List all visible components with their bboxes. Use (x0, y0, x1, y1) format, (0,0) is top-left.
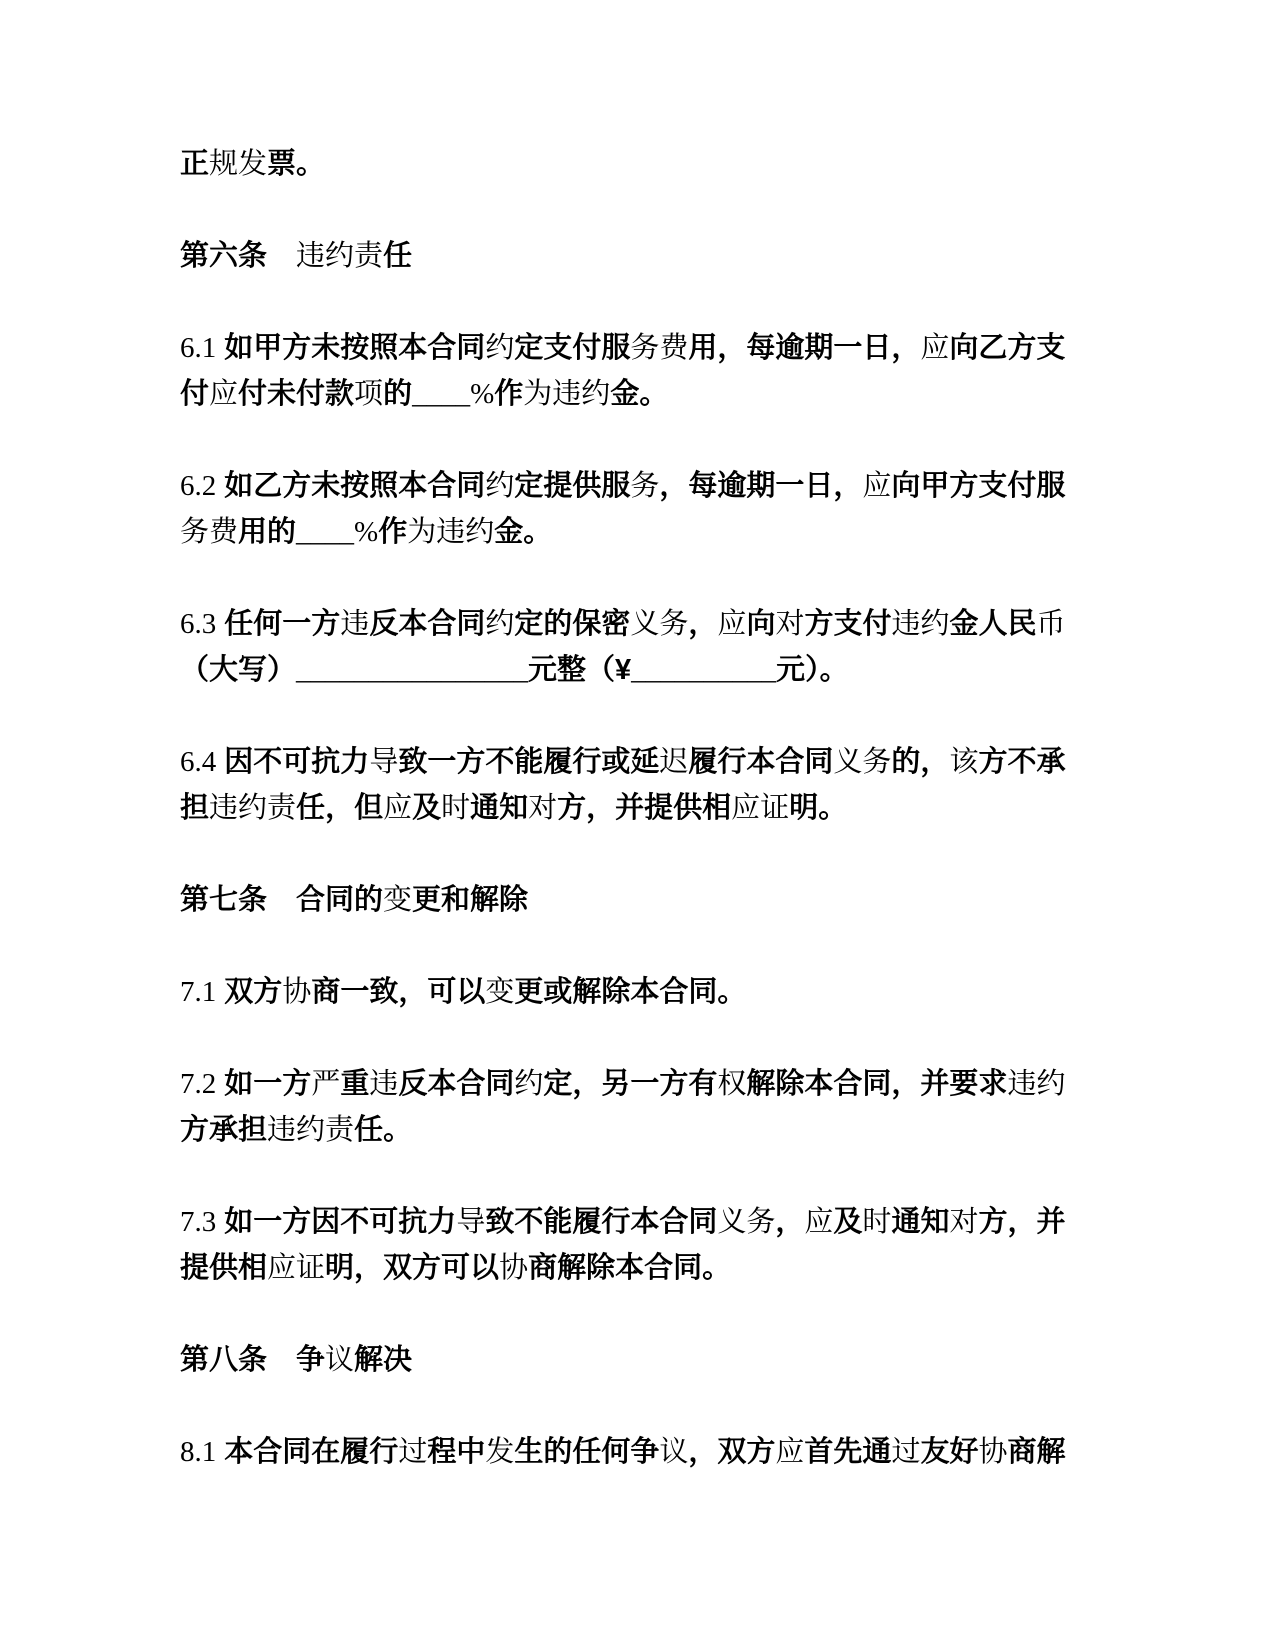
fallback-glyph: 责 (325, 1114, 355, 1146)
fallback-glyph: 导 (456, 1206, 486, 1238)
fallback-glyph: 务 (630, 332, 660, 364)
text-line: 第六条 违约责任 (180, 240, 413, 272)
text-line: 6.3 任何一方违反本合同约定的保密义务，应向对方支付违约金人民币 (180, 608, 1066, 640)
fallback-glyph: 权 (717, 1068, 747, 1100)
fallback-glyph: 对 (949, 1206, 979, 1238)
text-line: （大写）________________元整（¥__________元）。 (180, 654, 849, 686)
fallback-glyph: 为 (407, 516, 437, 548)
latin-glyph: 1 (201, 976, 217, 1008)
clause-7-1 (180, 969, 1105, 1015)
fallback-glyph: 变 (383, 884, 413, 916)
fallback-glyph: 时 (441, 792, 471, 824)
fallback-glyph: 应 (209, 378, 239, 410)
text-line: 第八条 争议解决 (180, 1344, 413, 1376)
fallback-glyph: 严 (311, 1068, 341, 1100)
fallback-glyph: 应 (717, 608, 747, 640)
fallback-glyph: 务 (659, 608, 689, 640)
fallback-glyph: 务 (180, 516, 210, 548)
text-line: 6.2 如乙方未按照本合同约定提供服务，每逾期一日，应向甲方支付服 (180, 470, 1066, 502)
latin-glyph: 7 (180, 1206, 195, 1238)
fallback-glyph: 过 (891, 1436, 921, 1468)
fallback-glyph: 约 (238, 792, 268, 824)
article-8-heading (180, 1337, 1105, 1383)
fallback-glyph: 导 (369, 746, 399, 778)
fallback-glyph: 义 (630, 608, 660, 640)
fallback-glyph: 该 (949, 746, 979, 778)
fallback-glyph: 责 (267, 792, 297, 824)
text-line: 第七条 合同的变更和解除 (180, 884, 529, 916)
latin-glyph: _ (660, 654, 675, 686)
latin-glyph: 1 (201, 1436, 217, 1468)
fallback-glyph: 应 (775, 1436, 805, 1468)
fallback-glyph: 对 (528, 792, 558, 824)
latin-glyph: _ (455, 378, 471, 410)
latin-glyph: _ (484, 654, 500, 686)
fallback-glyph: 约 (485, 332, 515, 364)
fallback-glyph: 违 (436, 516, 466, 548)
latin-glyph: _ (513, 654, 529, 686)
fallback-glyph: 务 (630, 470, 660, 502)
clause-7-3 (180, 1199, 1105, 1291)
closing-line-invoice-clause (180, 141, 1105, 187)
fallback-glyph: 时 (862, 1206, 892, 1238)
latin-glyph: _ (412, 378, 427, 410)
fallback-glyph: 违 (1007, 1068, 1037, 1100)
fallback-glyph: 违 (209, 792, 239, 824)
latin-glyph: . (194, 608, 202, 640)
latin-glyph: _ (310, 654, 326, 686)
latin-glyph: _ (674, 654, 690, 686)
fallback-glyph: 费 (209, 516, 239, 548)
fallback-glyph: 迟 (659, 746, 689, 778)
latin-glyph: _ (761, 654, 777, 686)
latin-glyph: _ (631, 654, 646, 686)
text-line: 6.4 因不可抗力导致一方不能履行或延迟履行本合同义务的，该方不承 (180, 746, 1066, 778)
latin-glyph: % (470, 378, 495, 410)
clause-6-3 (180, 601, 1105, 693)
latin-glyph: _ (412, 654, 427, 686)
fallback-glyph: 约 (920, 608, 950, 640)
latin-glyph: _ (339, 516, 355, 548)
latin-glyph: _ (310, 516, 326, 548)
fallback-glyph: 发 (485, 1436, 515, 1468)
fallback-glyph: 违 (552, 378, 582, 410)
fallback-glyph: 证 (760, 792, 790, 824)
fallback-glyph: 务 (746, 1206, 776, 1238)
latin-glyph: _ (455, 654, 471, 686)
fallback-glyph: 违 (296, 240, 326, 272)
latin-glyph: _ (689, 654, 704, 686)
fallback-glyph: 约 (325, 240, 355, 272)
latin-glyph: _ (368, 654, 384, 686)
latin-glyph: _ (703, 654, 719, 686)
text-line: 6.1 如甲方未按照本合同约定支付服务费用，每逾期一日，应向乙方支 (180, 332, 1066, 364)
latin-glyph: _ (747, 654, 762, 686)
fallback-glyph: 协 (978, 1436, 1008, 1468)
text-line: 方承担违约责任。 (180, 1114, 413, 1146)
clause-6-2 (180, 463, 1105, 555)
latin-glyph: _ (470, 654, 485, 686)
fallback-glyph: 协 (499, 1252, 529, 1284)
latin-glyph: 2 (201, 1068, 217, 1100)
fallback-glyph: 应 (383, 792, 413, 824)
latin-glyph: _ (339, 654, 355, 686)
fallback-glyph: 责 (354, 240, 384, 272)
text-line: 付应付未付款项的____%作为违约金。 (180, 378, 669, 410)
latin-glyph: 3 (201, 608, 217, 640)
clause-8-1 (180, 1429, 1105, 1475)
fallback-glyph: 变 (485, 976, 515, 1008)
fallback-glyph: 过 (398, 1436, 428, 1468)
latin-glyph: 6 (180, 332, 195, 364)
fallback-glyph: 约 (1036, 1068, 1066, 1100)
latin-glyph: 7 (180, 976, 195, 1008)
latin-glyph: _ (645, 654, 661, 686)
fallback-glyph: 议 (659, 1436, 689, 1468)
latin-glyph: . (194, 470, 202, 502)
fallback-glyph: 应 (862, 470, 892, 502)
latin-glyph: 6 (180, 608, 195, 640)
text-line: 8.1 本合同在履行过程中发生的任何争议，双方应首先通过友好协商解 (180, 1436, 1066, 1468)
fallback-glyph: 义 (717, 1206, 747, 1238)
article-7-heading (180, 877, 1105, 923)
fallback-glyph: 约 (465, 516, 495, 548)
fallback-glyph: 应 (920, 332, 950, 364)
fallback-glyph: 违 (369, 1068, 399, 1100)
fallback-glyph: 发 (238, 148, 268, 180)
latin-glyph: _ (296, 654, 311, 686)
latin-glyph: . (194, 1206, 202, 1238)
fallback-glyph: 证 (296, 1252, 326, 1284)
latin-glyph: _ (426, 378, 442, 410)
fallback-glyph: 费 (659, 332, 689, 364)
latin-glyph: . (194, 332, 202, 364)
latin-glyph: 6 (180, 470, 195, 502)
latin-glyph: _ (732, 654, 748, 686)
fallback-glyph: 违 (340, 608, 370, 640)
latin-glyph: _ (296, 516, 311, 548)
latin-glyph: 2 (201, 470, 217, 502)
latin-glyph: _ (499, 654, 514, 686)
fallback-glyph: 币 (1036, 608, 1066, 640)
fallback-glyph: 议 (325, 1344, 355, 1376)
fallback-glyph: 应 (267, 1252, 297, 1284)
fallback-glyph: 对 (775, 608, 805, 640)
fallback-glyph: 约 (485, 608, 515, 640)
fallback-glyph: 约 (514, 1068, 544, 1100)
latin-glyph: _ (426, 654, 442, 686)
latin-glyph: % (354, 516, 379, 548)
latin-glyph: _ (397, 654, 413, 686)
latin-glyph: _ (718, 654, 733, 686)
latin-glyph: _ (441, 654, 456, 686)
latin-glyph: _ (383, 654, 398, 686)
text-line: 正规发票。 (180, 148, 326, 180)
latin-glyph: _ (325, 516, 340, 548)
text-line: 担违约责任，但应及时通知对方，并提供相应证明。 (180, 792, 848, 824)
text-line: 7.1 双方协商一致，可以变更或解除本合同。 (180, 976, 747, 1008)
latin-glyph: . (194, 1436, 202, 1468)
fallback-glyph: 协 (282, 976, 312, 1008)
latin-glyph: . (194, 746, 202, 778)
fallback-glyph: 务 (862, 746, 892, 778)
fallback-glyph: 应 (731, 792, 761, 824)
latin-glyph: _ (354, 654, 369, 686)
fallback-glyph: 义 (833, 746, 863, 778)
fallback-glyph: 约 (581, 378, 611, 410)
fallback-glyph: 为 (523, 378, 553, 410)
latin-glyph: 3 (201, 1206, 217, 1238)
latin-glyph: 1 (201, 332, 217, 364)
text-line: 务费用的____%作为违约金。 (180, 516, 553, 548)
latin-glyph: _ (325, 654, 340, 686)
text-line: 提供相应证明，双方可以协商解除本合同。 (180, 1252, 732, 1284)
clause-6-4 (180, 739, 1105, 831)
fallback-glyph: 应 (804, 1206, 834, 1238)
latin-glyph: _ (441, 378, 456, 410)
latin-glyph: . (194, 1068, 202, 1100)
fallback-glyph: 约 (296, 1114, 326, 1146)
text-line: 7.3 如一方因不可抗力导致不能履行本合同义务，应及时通知对方，并 (180, 1206, 1066, 1238)
fallback-glyph: 项 (354, 378, 384, 410)
latin-glyph: 7 (180, 1068, 195, 1100)
clause-7-2 (180, 1061, 1105, 1153)
latin-glyph: . (194, 976, 202, 1008)
latin-glyph: 6 (180, 746, 195, 778)
text-line: 7.2 如一方严重违反本合同约定，另一方有权解除本合同，并要求违约 (180, 1068, 1066, 1100)
clause-6-1 (180, 325, 1105, 417)
article-6-heading (180, 233, 1105, 279)
fallback-glyph: 约 (485, 470, 515, 502)
latin-glyph: 4 (201, 746, 217, 778)
fallback-glyph: 违 (267, 1114, 297, 1146)
fallback-glyph: 规 (209, 148, 239, 180)
latin-glyph: 8 (180, 1436, 195, 1468)
fallback-glyph: 违 (891, 608, 921, 640)
